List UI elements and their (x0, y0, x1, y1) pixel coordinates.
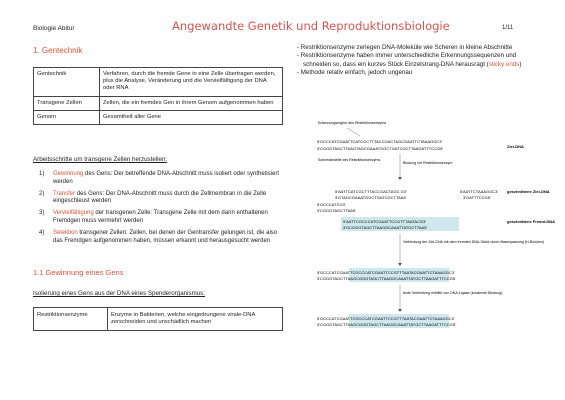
page-header (0, 0, 565, 44)
cut-target-label: geschnittene Ziel-DNA (507, 189, 550, 194)
step-term: Transfer (53, 190, 76, 197)
course-label: Biologie Abitur (33, 25, 75, 32)
list-item (33, 191, 279, 207)
bullet-item: - Methode relativ einfach, jedoch ungenau (297, 68, 413, 76)
bullet-item: - Restriktionsenzyme zerlegen DNA-Moleküle wie Scheren in kleine Abschnitte (297, 44, 513, 51)
ligase-label: feste Verbindung mithilfe von DNA-Ligase (kovalente Bindung) (403, 291, 503, 295)
cut-site-label: Schneidestelle des Restriktionsenzyms (318, 158, 381, 162)
cut-foreign-label: geschnittene Fremd-DNA (507, 219, 556, 224)
foreign-dna-top: 5'AATTCGCCCATCGAATTCCGTTTAATACG3' (343, 219, 427, 224)
recognition-label: Erkennungsregion des Restriktionsenzyms (318, 121, 387, 125)
section-title-gewinnung: 1.1 Gewinnung eines Gens (33, 268, 124, 277)
cut-fragment-right-top: 5'AATTCTAAAGGC3' (460, 189, 499, 194)
step-text: des Gens: Der betreffende DNA-Abschnitt muss isoliert oder synthetisiert werden (53, 171, 280, 185)
steps-heading: Arbeitsschritte um transgene Zellen herzustellen: (33, 156, 168, 163)
table-row (34, 68, 283, 97)
foreign-dna-bottom: 3'GCGGGTAGCTTAAGGCAAATTATGCTTAA5' (343, 225, 428, 230)
step-text: der transgenen Zelle: Transgene Zelle mit dem darin enthaltenen Fremdgen muss vermehrt werden (53, 210, 268, 224)
cut-fragment-left-top: 5'GCCCATCG3' (317, 202, 346, 207)
bullet-item (297, 52, 542, 69)
dna-strand-top: 5'GCCCATCGAATTCATCGCTTTACCGACTAGCGAATTCTAAAGGC3' (317, 139, 443, 144)
step-number: 2) (39, 190, 45, 197)
bullet-text: - Restriktionsenzyme haben immer unterschiedliche Erkennungssequenzen und schneiden so, dass ein kurzes Stück Einzelstrang-DNA herausragt ( (297, 52, 517, 68)
section-title-gentechnik: 1. Gentechnik (33, 46, 83, 55)
restriction-enzyme-figure (315, 102, 556, 332)
arrow-head (398, 263, 402, 266)
term-cell: Transgene Zellen (34, 96, 100, 110)
ligated-dna-top: 5'GCCCATCGAATTCGCCCATCGAATTCCGTTTAATACGAATTCTAAAGGC3' (317, 316, 455, 321)
term-cell: Gentechnik (34, 68, 100, 97)
enzyme-notes (297, 44, 542, 77)
enzyme-table (33, 307, 283, 331)
step-number: 1) (39, 171, 45, 177)
definition-cell: Zellen, die ein fremdes Gen in ihrem Genom aufgenommen haben (100, 96, 283, 110)
step-term: Gewinnung (53, 171, 84, 177)
definition-cell: Gesamtheit aller Gene (100, 110, 283, 124)
step-term: Vervielfältigung (53, 210, 94, 217)
definition-cell: Enzyme in Bakterien, welche eingedrungene virale-DNA zerschneiden und unschädlich machen (108, 308, 283, 331)
page-number: 1/11 (502, 25, 514, 31)
joined-dna-bottom: 3'CGGGTAGCTTAAGCGGGTAGCTTAAGGCAAATTATGCTTAAGATTTCCG5' (317, 276, 456, 281)
list-item (33, 210, 279, 226)
dna-strand-bottom: 3'CGGGTAGCTTAAGTAGCGAAATGGCTGATCGCTTAAGATTTCCG5' (317, 146, 444, 151)
arrow-head (398, 309, 402, 312)
left-column (33, 44, 283, 326)
step-text: transgener Zellen: Zellen, bei denen der Gentransfer gelungen ist, die also das Fremdgen aufgenommen haben, müssen erkannt und herausgesucht werden (53, 229, 278, 244)
definition-table (33, 67, 283, 125)
target-dna-label: Ziel-DNA (507, 144, 524, 149)
step-number: 3) (39, 210, 45, 217)
binding-label: Bindung mit Restriktionsenzym (403, 161, 453, 165)
term-cell: Restriktionsenzyme (34, 308, 108, 331)
step-number: 4) (39, 229, 45, 236)
step-text: des Gens: Der DNA-Abschnitt muss durch die Zellmembran in die Zelle eingeschleust werden (53, 190, 267, 205)
bullet-text-end: ) (519, 60, 522, 68)
page-title: Angewandte Genetik und Reproduktionsbiologie (172, 19, 450, 33)
pointer-line (347, 128, 360, 136)
list-item (33, 230, 279, 246)
table-row (34, 308, 283, 331)
table-row (34, 96, 283, 110)
cut-fragment-right-bottom: 3'GATTTCCG5' (463, 195, 491, 200)
ligated-dna-bottom: 3'CGGGTAGCTTAAGCGGGTAGCTTAAGGCAAATTATGCTTAAGATTTCCG5' (317, 322, 456, 327)
table-row (34, 110, 283, 124)
isolation-heading: Isolierung eines Gens aus der DNA eines Spenderorganismus: (33, 290, 205, 297)
term-cell: Genom (34, 110, 100, 124)
steps-list (33, 171, 279, 249)
cut-fragment-top: 5'AATTCATCGCTTTACCGACTAGC G3' (335, 189, 407, 194)
list-item (33, 171, 279, 187)
connection-label: Verbindung der Ziel-DNA mit dem fremden DNA-Stück durch Basenpaarung (H-Brücken) (403, 240, 545, 244)
sticky-ends-term: sticky ends (488, 60, 520, 68)
cut-fragment-left-bottom: 3'CGGGTAGCTTAA5' (317, 208, 356, 213)
definition-cell: Verfahren, durch die fremde Gene in eine Zelle übertragen werden, plus die Analyse, Veränderung und die Vervielfältigung der DNA oder RNA (100, 68, 283, 97)
arrow-head (398, 177, 402, 180)
right-column (297, 44, 542, 77)
joined-dna-top: 5'GCCCATCGAATTCGCCCATCGAATTCCGTTTAATACGAATTCTAAAGGC3' (317, 270, 455, 275)
step-term: Selektion (53, 229, 78, 236)
cut-fragment-bottom: 3'GTAGCGAAATGGCTGATCGCTTAA5' (335, 195, 407, 200)
